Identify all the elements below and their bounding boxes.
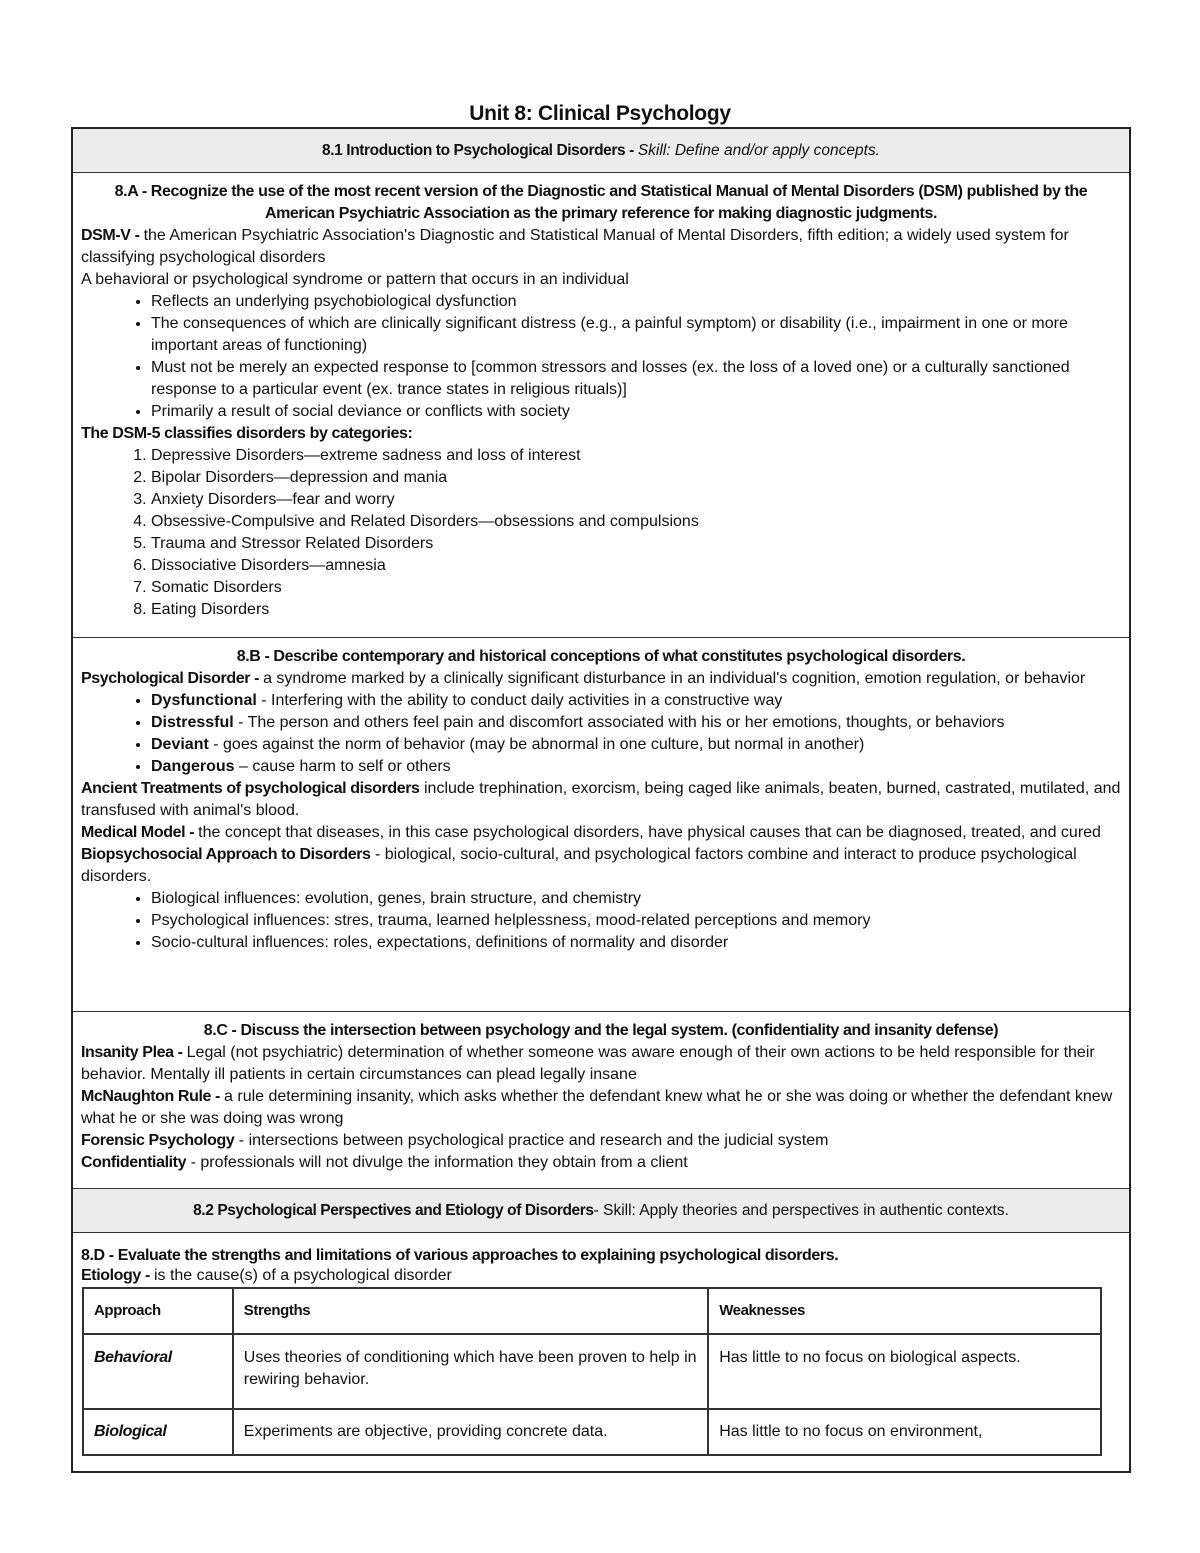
table-row: [83, 1409, 1101, 1455]
term: Dysfunctional: [151, 692, 257, 709]
four-d-list: [81, 690, 1121, 778]
list-item: 5. Trauma and Stressor Related Disorders: [151, 533, 1121, 555]
mcnaughton-rule: [81, 1086, 1121, 1130]
etiology-def: is the cause(s) of a psychological disorder: [153, 1267, 452, 1284]
section-8-2-header: [73, 1189, 1129, 1233]
list-item: 7. Somatic Disorders: [151, 577, 1121, 599]
list-item: • Biological influences: evolution, genes, brain structure, and chemistry: [151, 888, 1121, 910]
list-item: 6. Dissociative Disorders—amnesia: [151, 555, 1121, 577]
dsm-term: DSM-V -: [81, 227, 144, 244]
list-item: • Psychological influences: stres, trauma, learned helplessness, mood-related perceptions and memory: [151, 910, 1121, 932]
insanity-term: Insanity Plea -: [81, 1044, 187, 1061]
section-8-a-heading: 8.A - Recognize the use of the most recent version of the Diagnostic and Statistical Manual of Mental Disorders (DSM) published by the American Psychiatric Association as the primary reference for making diagnostic judgments.: [114, 183, 1088, 222]
section-8-2-title: 8.2 Psychological Perspectives and Etiology of Disorders: [193, 1202, 594, 1219]
insanity-plea: [81, 1042, 1121, 1086]
list-item: • The consequences of which are clinically significant distress (e.g., a painful symptom) or disability (i.e., impairment in one or more important areas of functioning): [151, 313, 1121, 357]
term: Dangerous: [151, 758, 235, 775]
medical-model: [81, 822, 1121, 844]
disorder-definition: A behavioral or psychological syndrome or pattern that occurs in an individual: [81, 271, 629, 288]
ancient-term: Ancient Treatments of psychological disorders: [81, 780, 420, 797]
list-item: [151, 756, 1121, 778]
mcnaughton-term: McNaughton Rule -: [81, 1088, 225, 1105]
approaches-table: [82, 1287, 1102, 1456]
list-item: • Socio-cultural influences: roles, expectations, definitions of normality and disorder: [151, 932, 1121, 954]
forensic-psychology: [81, 1130, 1121, 1152]
categories-heading: The DSM-5 classifies disorders by categories:: [81, 425, 413, 442]
section-8-1-header: [73, 129, 1129, 173]
etiology-term: Etiology -: [81, 1267, 154, 1284]
psych-disorder-def: a syndrome marked by a clinically significant disturbance in an individual's cognition, emotion regulation, or behavior: [263, 670, 1086, 687]
section-8-c-heading: 8.C - Discuss the intersection between psychology and the legal system. (confidentiality and insanity defense): [203, 1022, 999, 1039]
table-header-row: [83, 1288, 1101, 1334]
ancient-def: include trephination, exorcism, being caged like animals, beaten, burned, castrated, mutilated, and transfused with animal's blood.: [81, 780, 1121, 819]
strengths-cell: Uses theories of conditioning which have been proven to help in rewiring behavior.: [233, 1334, 708, 1409]
table-row: [83, 1334, 1101, 1409]
list-item: • Reflects an underlying psychobiological dysfunction: [151, 291, 1121, 313]
section-8-b: [73, 638, 1129, 1012]
mcnaughton-def: a rule determining insanity, which asks whether the defendant knew what he or she was doing or whether the defendant knew what he or she was doing was wrong: [81, 1088, 1113, 1127]
list-item: [151, 690, 1121, 712]
def: - Interfering with the ability to conduct daily activities in a constructive way: [256, 692, 783, 709]
list-item: • Primarily a result of social deviance or conflicts with society: [151, 401, 1121, 423]
confidentiality: [81, 1152, 1121, 1174]
list-item: 1. Depressive Disorders—extreme sadness and loss of interest: [151, 445, 1121, 467]
bps-term: Biopsychosocial Approach to Disorders: [81, 846, 371, 863]
approach-cell: Behavioral: [83, 1334, 233, 1409]
list-item: 3. Anxiety Disorders—fear and worry: [151, 489, 1121, 511]
biopsychosocial: [81, 844, 1121, 888]
approach-cell: Biological: [83, 1409, 233, 1455]
section-8-c: [73, 1012, 1129, 1189]
section-8-b-heading: 8.B - Describe contemporary and historical conceptions of what constitutes psychological disorders.: [236, 648, 966, 665]
document-frame: [71, 127, 1131, 1473]
medical-term: Medical Model -: [81, 824, 199, 841]
forensic-term: Forensic Psychology: [81, 1132, 235, 1149]
ancient-treatments: [81, 778, 1121, 822]
list-item: 4. Obsessive-Compulsive and Related Disorders—obsessions and compulsions: [151, 511, 1121, 533]
medical-def: the concept that diseases, in this case psychological disorders, have physical causes that can be diagnosed, treated, and cured: [198, 824, 1101, 841]
list-item: • Must not be merely an expected response to [common stressors and losses (ex. the loss of a loved one) or a culturally sanctioned response to a particular event (ex. trance states in religious rituals)]: [151, 357, 1121, 401]
forensic-def: - intersections between psychological practice and research and the judicial system: [234, 1132, 829, 1149]
weaknesses-cell: Has little to no focus on biological aspects.: [708, 1334, 1101, 1409]
column-header-approach: Approach: [83, 1288, 233, 1334]
psych-disorder-term: Psychological Disorder -: [81, 670, 264, 687]
etiology-definition: [81, 1267, 1121, 1285]
confidentiality-term: Confidentiality: [81, 1154, 187, 1171]
list-item: 8. Eating Disorders: [151, 599, 1121, 621]
def: - goes against the norm of behavior (may be abnormal in one culture, but normal in another): [208, 736, 865, 753]
page-title: Unit 8: Clinical Psychology: [469, 102, 731, 125]
strengths-cell: Experiments are objective, providing concrete data.: [233, 1409, 708, 1455]
section-8-d: [73, 1233, 1129, 1462]
def: - The person and others feel pain and discomfort associated with his or her emotions, thoughts, or behaviors: [233, 714, 1005, 731]
section-8-a: [73, 173, 1129, 638]
dsm-def: the American Psychiatric Association's Diagnostic and Statistical Manual of Mental Disorders, fifth edition; a widely used system for classifying psychological disorders: [81, 227, 1069, 266]
list-item: 2. Bipolar Disorders—depression and mania: [151, 467, 1121, 489]
insanity-def: Legal (not psychiatric) determination of whether someone was aware enough of their own actions to be held responsible for their behavior. Mentally ill patients in certain circumstances can plead legally insane: [81, 1044, 1095, 1083]
list-item: [151, 712, 1121, 734]
confidentiality-def: - professionals will not divulge the information they obtain from a client: [186, 1154, 688, 1171]
column-header-weaknesses: Weaknesses: [708, 1288, 1101, 1334]
categories-list: [81, 445, 1121, 621]
section-8-1-skill: Skill: Define and/or apply concepts.: [637, 142, 880, 159]
weaknesses-cell: Has little to no focus on environment,: [708, 1409, 1101, 1455]
term: Deviant: [151, 736, 209, 753]
influences-list: [81, 888, 1121, 954]
section-8-1-title: 8.1 Introduction to Psychological Disorders -: [322, 142, 638, 159]
list-item: [151, 734, 1121, 756]
psych-disorder-definition: [81, 668, 1121, 690]
criteria-list: [81, 291, 1121, 423]
section-8-d-heading: 8.D - Evaluate the strengths and limitations of various approaches to explaining psychological disorders.: [81, 1247, 839, 1264]
def: – cause harm to self or others: [234, 758, 451, 775]
column-header-strengths: Strengths: [233, 1288, 708, 1334]
bps-def: - biological, socio-cultural, and psychological factors combine and interact to produce psychological disorders.: [81, 846, 1077, 885]
term: Distressful: [151, 714, 234, 731]
section-8-2-skill: - Skill: Apply theories and perspectives in authentic contexts.: [593, 1202, 1009, 1219]
dsm-definition: [81, 225, 1121, 269]
